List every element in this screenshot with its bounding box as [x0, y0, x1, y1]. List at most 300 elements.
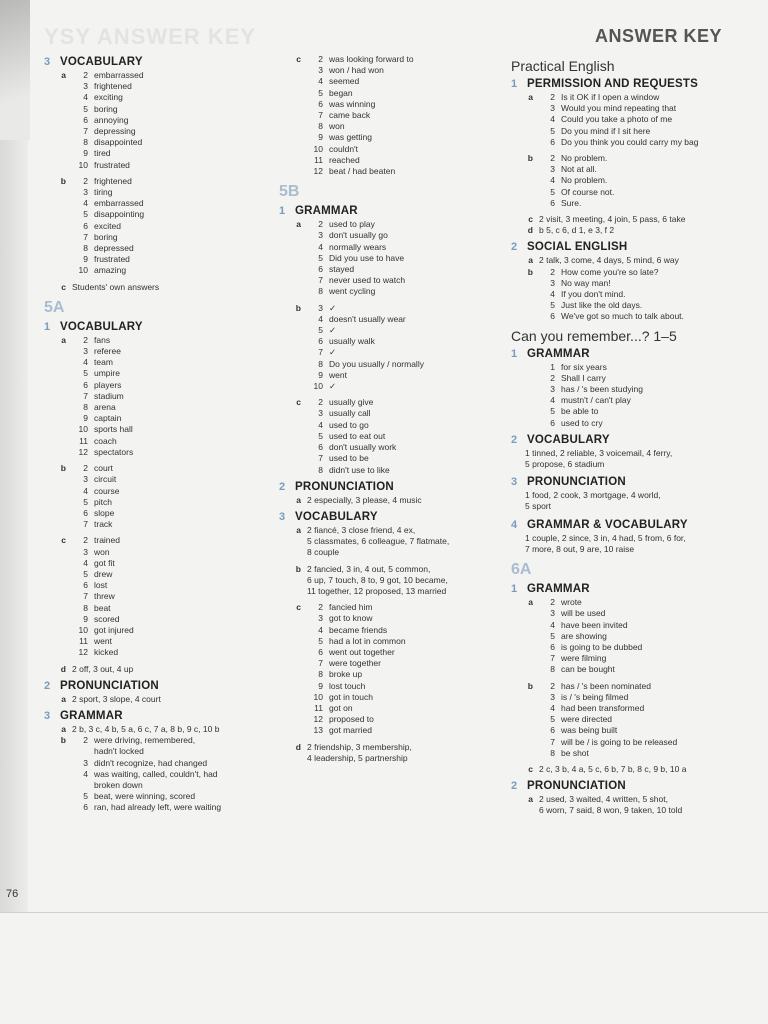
- answer-text: annoying: [94, 114, 129, 125]
- answer-number: 12: [313, 166, 323, 177]
- section-pronunciation-2: [511, 780, 741, 816]
- answer-number: 8: [318, 358, 323, 369]
- answer-item: [307, 121, 504, 132]
- answer-number: 9: [318, 369, 323, 380]
- answer-number: 1: [550, 361, 555, 372]
- answer-item: [72, 614, 269, 625]
- answer-number: 9: [318, 132, 323, 143]
- answer-number: 8: [83, 137, 88, 148]
- section-number: 1: [511, 347, 518, 360]
- unit-heading-5a: 5A: [44, 298, 65, 316]
- answer-item: [539, 92, 741, 103]
- answer-text: didn't use to like: [329, 464, 390, 475]
- answer-number: 5: [83, 209, 88, 220]
- exercise-c: c Students' own answers: [61, 281, 160, 292]
- answer-text: had a lot in common: [329, 635, 406, 646]
- answer-text: got fit: [94, 557, 115, 568]
- answer-number: 9: [318, 680, 323, 691]
- answer-item: [539, 737, 741, 748]
- answer-number: 9: [83, 413, 88, 424]
- answer-text: were driving, remembered, hadn't locked: [94, 735, 196, 757]
- answer-item: [307, 219, 504, 230]
- answer-item: [72, 115, 269, 126]
- answer-text: referee: [94, 346, 121, 357]
- answer-item: [72, 413, 269, 424]
- section-number: 1: [511, 583, 518, 596]
- answer-number: 3: [83, 346, 88, 357]
- answer-text: 1 tinned, 2 reliable, 3 voicemail, 4 ferry, 5 propose, 6 stadium: [525, 447, 673, 470]
- answer-text: Do you usually / normally: [329, 358, 424, 369]
- answer-text: fans: [94, 334, 111, 345]
- answer-text: don't usually go: [329, 230, 388, 241]
- exercise-a: a 2 fiancé, 3 close friend, 4 ex, 5 classmates, 6 colleague, 7 flatmate, 8 couple: [296, 524, 450, 558]
- answer-text: ✓: [329, 302, 337, 313]
- section-grammar-3: [44, 710, 269, 814]
- answer-item: [307, 420, 504, 431]
- answer-item: [307, 453, 504, 464]
- exercise-d: d 2 friendship, 3 membership, 4 leadership, 5 partnership: [295, 741, 412, 763]
- answer-item: [307, 314, 504, 325]
- answer-text: ✓: [329, 347, 337, 358]
- answer-item: [72, 758, 269, 769]
- answer-number: 7: [318, 275, 323, 286]
- answer-item: [72, 81, 269, 92]
- answer-number: 2: [318, 397, 323, 408]
- answer-item: [72, 474, 269, 485]
- answer-item: [72, 802, 269, 813]
- answer-text: used to play: [329, 219, 375, 230]
- answer-text: boring: [94, 231, 118, 242]
- answer-item: [72, 265, 269, 276]
- answer-text: is / 's being filmed: [561, 691, 629, 702]
- answer-text: threw: [94, 591, 115, 602]
- answer-text: won: [329, 121, 345, 132]
- answer-item: [72, 580, 269, 591]
- answer-item: [72, 508, 269, 519]
- page-number: 76: [6, 888, 19, 900]
- answer-item: [307, 725, 504, 736]
- section-title: PRONUNCIATION: [527, 780, 626, 793]
- answer-text: have been invited: [561, 619, 628, 630]
- answer-item: [72, 535, 269, 546]
- answer-number: 4: [83, 198, 88, 209]
- answer-number: 6: [318, 336, 323, 347]
- answer-number: 6: [83, 802, 88, 813]
- answer-number: 2: [83, 463, 88, 474]
- answer-number: 11: [314, 702, 323, 713]
- answer-number: 5: [83, 568, 88, 579]
- answer-text: were together: [329, 658, 381, 669]
- answer-item: [307, 110, 504, 121]
- answer-number: 12: [78, 647, 88, 658]
- answer-number: 4: [318, 241, 323, 252]
- answer-number: 3: [550, 164, 555, 175]
- answer-item: [307, 613, 504, 624]
- answer-text: 1 food, 2 cook, 3 mortgage, 4 world, 5 sport: [525, 490, 661, 512]
- page-bottom-divider: [0, 912, 768, 913]
- answer-item: [539, 126, 741, 137]
- answer-number: 3: [318, 408, 323, 419]
- answer-text: began: [329, 87, 353, 98]
- section-number: 3: [279, 510, 286, 523]
- answer-item: [539, 597, 741, 608]
- answer-text: Sure.: [561, 197, 582, 208]
- answer-text: don't usually work: [329, 442, 397, 453]
- exercise-a: a 2 sport, 3 slope, 4 court: [61, 693, 161, 704]
- exercise-d: d b 5, c 6, d 1, e 3, f 2: [527, 225, 615, 236]
- answer-number: 5: [550, 714, 555, 725]
- answer-item: [307, 625, 504, 636]
- answer-number: 8: [318, 286, 323, 297]
- answer-text: Did you use to have: [329, 252, 405, 263]
- answer-text: embarrassed: [94, 198, 144, 209]
- answer-item: [307, 714, 504, 725]
- answer-number: 10: [78, 424, 88, 435]
- answer-item: [539, 103, 741, 114]
- answer-text: was getting: [329, 132, 372, 143]
- exercise-d: d 2 off, 3 out, 4 up: [60, 663, 134, 674]
- answer-text: wrote: [561, 597, 582, 608]
- section-social-english: [511, 241, 741, 322]
- answer-number: 3: [83, 546, 88, 557]
- answer-number: 3: [83, 757, 88, 768]
- answer-text: players: [94, 379, 122, 390]
- answer-item: [307, 275, 504, 286]
- section-title: GRAMMAR & VOCABULARY: [527, 518, 688, 531]
- answer-number: 5: [318, 635, 323, 646]
- answer-text: used to eat out: [329, 430, 386, 441]
- page-edge-strip: [0, 0, 28, 912]
- answer-text: sports hall: [94, 424, 133, 435]
- answer-text: Would you mind repeating that: [561, 103, 677, 114]
- answer-item: [307, 347, 504, 358]
- answer-number: 7: [550, 736, 555, 747]
- answer-item: [72, 346, 269, 357]
- answer-number: 2: [83, 535, 88, 546]
- answer-number: 4: [318, 313, 323, 324]
- answer-number: 10: [78, 624, 88, 635]
- answer-text: Of course not.: [561, 186, 615, 197]
- answer-item: [539, 311, 741, 322]
- answer-text: lost: [94, 580, 108, 591]
- answer-number: 7: [318, 658, 323, 669]
- answer-number: 6: [550, 417, 555, 428]
- answer-text: ✓: [329, 325, 337, 336]
- answer-text: broke up: [329, 669, 363, 680]
- answer-text: doesn't usually wear: [329, 313, 406, 324]
- answer-item: [539, 267, 741, 278]
- answer-number: 6: [83, 114, 88, 125]
- practical-english-heading: Practical English: [511, 58, 615, 74]
- answer-item: [307, 325, 504, 336]
- can-you-remember-heading: Can you remember...? 1–5: [511, 327, 677, 344]
- answer-number: 9: [83, 613, 88, 624]
- answer-number: 2: [318, 602, 323, 613]
- answer-number: 4: [318, 624, 323, 635]
- answer-text: reached: [329, 154, 360, 165]
- answer-text: be able to: [561, 406, 599, 417]
- answer-number: 5: [83, 368, 88, 379]
- answer-number: 5: [83, 496, 88, 507]
- answer-number: 2: [83, 175, 88, 186]
- answer-number: 6: [83, 507, 88, 518]
- answer-number: 4: [550, 619, 555, 630]
- answer-text: couldn't: [329, 143, 359, 154]
- column-3: [511, 54, 741, 822]
- exercise-a: a 2 embarrassed 3 frightened 4 exciting 5 boring 6 annoying 7 depressing 8 disappointed 9 tired 10 frustrated: [44, 70, 269, 171]
- answer-item: [539, 137, 741, 148]
- answer-number: 7: [318, 347, 323, 358]
- answer-item: [72, 447, 269, 458]
- answer-number: 3: [550, 277, 555, 288]
- section-number: 4: [511, 518, 518, 531]
- answer-text: disappointed: [94, 137, 143, 148]
- answer-text: No problem.: [561, 175, 608, 186]
- answer-text: is going to be dubbed: [561, 641, 643, 652]
- section-number: 1: [511, 78, 518, 90]
- answer-item: [72, 104, 269, 115]
- answer-item: [72, 591, 269, 602]
- section-title: PRONUNCIATION: [527, 476, 626, 489]
- answer-text: disappointing: [94, 209, 145, 220]
- section-title: VOCABULARY: [60, 56, 143, 68]
- answer-text: beat, were winning, scored: [94, 791, 196, 802]
- answer-item: [72, 368, 269, 379]
- answer-number: 2: [550, 92, 555, 102]
- answer-text: frustrated: [94, 159, 130, 170]
- answer-text: normally wears: [329, 241, 387, 252]
- answer-text: got married: [329, 725, 372, 736]
- answer-number: 5: [550, 406, 555, 417]
- section-vocabulary-3: [44, 56, 269, 293]
- answer-item: [307, 602, 504, 613]
- answer-number: 10: [78, 265, 88, 276]
- answer-item: [307, 370, 504, 381]
- answer-item: [539, 748, 741, 759]
- answer-item: [72, 232, 269, 243]
- answer-number: 8: [83, 602, 88, 613]
- answer-text: for six years: [561, 361, 607, 372]
- answer-item: [539, 198, 741, 209]
- answer-text: embarrassed: [94, 70, 144, 80]
- answer-item: [307, 658, 504, 669]
- column-2: [279, 54, 504, 769]
- answer-number: 4: [318, 76, 323, 87]
- answer-number: 4: [550, 114, 555, 125]
- answer-item: [307, 253, 504, 264]
- exercise-a: a 2 talk, 3 come, 4 days, 5 mind, 6 way: [528, 255, 679, 266]
- answer-number: 2: [550, 597, 555, 608]
- answer-text: If you don't mind.: [561, 289, 626, 300]
- exercise-c-continued: c 2 was looking forward to 3 won / had won 4 seemed 5 began 6 was winning 7 came back 8 won 9 was getting 10 couldn't 11 reached 12 beat / had beaten: [279, 54, 504, 177]
- answer-text: won: [94, 546, 110, 557]
- answer-number: 10: [313, 691, 323, 702]
- answer-text: arena: [94, 402, 116, 413]
- exercise-b: b 2 has / 's been nominated 3 is / 's being filmed 4 had been transformed 5 were directed 6 was being built 7 will be / is going to be released 8 be shot: [511, 681, 741, 759]
- answer-number: 8: [83, 402, 88, 413]
- answer-text: used to be: [329, 453, 369, 464]
- answer-number: 11: [79, 435, 88, 446]
- answer-text: was being built: [561, 725, 618, 736]
- section-review-pronunciation: [511, 476, 741, 512]
- answer-number: 10: [313, 381, 323, 392]
- answer-item: [307, 230, 504, 241]
- answer-number: 5: [318, 430, 323, 441]
- answer-item: [539, 395, 741, 406]
- section-grammar-1: [511, 583, 741, 775]
- section-grammar-1: [279, 205, 504, 475]
- answer-item: [72, 70, 269, 81]
- answer-text: frustrated: [94, 254, 130, 265]
- answer-text: proposed to: [329, 714, 374, 725]
- answer-item: [539, 153, 741, 164]
- answer-item: [307, 703, 504, 714]
- answer-number: 7: [83, 126, 88, 137]
- answer-item: [539, 278, 741, 289]
- answer-number: 10: [313, 143, 323, 154]
- answer-number: 6: [550, 725, 555, 736]
- answer-item: [307, 166, 504, 177]
- answer-item: [307, 76, 504, 87]
- exercise-b: b 2 were driving, remembered, hadn't locked 3 didn't recognize, had changed 4 was waiting, called, couldn't, had broken down 5 beat, were winning, scored 6 ran, had already left, were waiting: [44, 735, 269, 813]
- answer-number: 2: [83, 334, 88, 345]
- answer-text: had been transformed: [561, 702, 645, 713]
- answer-text: beat / had beaten: [329, 166, 396, 177]
- answer-number: 3: [318, 302, 323, 313]
- section-title: VOCABULARY: [527, 433, 610, 446]
- answer-number: 2: [83, 735, 88, 746]
- answer-text: usually call: [329, 408, 371, 419]
- exercise-c: c 2 visit, 3 meeting, 4 join, 5 pass, 6 take: [528, 214, 686, 225]
- answer-number: 9: [83, 148, 88, 159]
- answer-item: [307, 88, 504, 99]
- answer-item: [539, 114, 741, 125]
- answer-item: [307, 381, 504, 392]
- answer-item: [307, 286, 504, 297]
- answer-item: [72, 497, 269, 508]
- answer-text: tiring: [94, 187, 113, 198]
- answer-text: circuit: [94, 474, 117, 485]
- answer-text: spectators: [94, 446, 134, 457]
- unit-heading-5b: 5B: [279, 183, 300, 201]
- answer-text: drew: [94, 568, 113, 579]
- answer-text: won / had won: [329, 65, 384, 76]
- answer-number: 3: [550, 691, 555, 702]
- answer-number: 8: [318, 464, 323, 475]
- answer-number: 3: [550, 103, 555, 114]
- answer-text: was winning: [329, 98, 376, 109]
- exercise-c: c 2 c, 3 b, 4 a, 5 c, 6 b, 7 b, 8 c, 9 b, 10 a: [528, 763, 687, 774]
- section-title: PRONUNCIATION: [295, 480, 394, 493]
- answer-item: [72, 647, 269, 658]
- answer-text: will be used: [561, 608, 606, 619]
- section-title: PERMISSION AND REQUESTS: [527, 78, 698, 90]
- answer-item: [72, 603, 269, 614]
- answer-text: kicked: [94, 647, 119, 658]
- answer-text: seemed: [329, 76, 360, 87]
- section-number: 1: [44, 320, 51, 333]
- section-title: GRAMMAR: [60, 709, 123, 722]
- section-vocabulary-1: [44, 321, 269, 675]
- answer-item: [307, 681, 504, 692]
- answer-item: [72, 187, 269, 198]
- answer-item: [307, 431, 504, 442]
- answer-number: 7: [83, 390, 88, 401]
- section-permission-requests: [511, 78, 741, 236]
- answer-item: [539, 187, 741, 198]
- section-title: SOCIAL ENGLISH: [527, 241, 628, 254]
- answer-text: were filming: [561, 653, 607, 664]
- answer-item: [539, 289, 741, 300]
- answer-item: [307, 155, 504, 166]
- section-number: 2: [511, 433, 518, 446]
- section-vocabulary-3: [279, 511, 504, 764]
- answer-text: umpire: [94, 368, 120, 379]
- answer-text: be shot: [561, 747, 589, 758]
- answer-number: 8: [550, 664, 555, 675]
- answer-text: captain: [94, 413, 122, 424]
- answer-number: 13: [313, 725, 323, 736]
- answer-number: 2: [550, 680, 555, 691]
- answer-text: No problem.: [561, 153, 608, 164]
- exercise-a: a 2 used to play 3 don't usually go 4 normally wears 5 Did you use to have 6 stayed 7 never used to watch 8 went cycling: [279, 219, 504, 297]
- answer-item: [539, 175, 741, 186]
- answer-text: stadium: [94, 390, 124, 401]
- answer-text: course: [94, 485, 120, 496]
- answer-number: 5: [550, 125, 555, 136]
- answer-item: [72, 558, 269, 569]
- answer-item: [72, 769, 269, 791]
- answer-number: 4: [83, 92, 88, 103]
- answer-number: 3: [83, 187, 88, 198]
- answer-item: [539, 653, 741, 664]
- answer-text: 1 couple, 2 since, 3 in, 4 had, 5 from, 6 for, 7 more, 8 out, 9 are, 10 raise: [525, 532, 686, 554]
- answer-text: lost touch: [329, 680, 366, 691]
- answer-text: ran, had already left, were waiting: [94, 802, 222, 813]
- answer-text: depressed: [94, 243, 134, 254]
- answer-text: How come you're so late?: [561, 266, 659, 277]
- answer-text: has / 's been nominated: [561, 680, 651, 691]
- answer-item: [72, 735, 269, 757]
- answer-number: 4: [83, 557, 88, 568]
- answer-item: [539, 620, 741, 631]
- answer-number: 7: [83, 519, 88, 530]
- exercise-b: b 2 court 3 circuit 4 course 5 pitch 6 slope 7 track: [44, 463, 269, 530]
- answer-number: 3: [83, 474, 88, 485]
- answer-item: [539, 714, 741, 725]
- answer-text: Just like the old days.: [561, 300, 643, 311]
- answer-text: Is it OK if I open a window: [561, 92, 660, 102]
- answer-text: Not at all.: [561, 164, 597, 175]
- answer-item: [72, 547, 269, 558]
- answer-item: [72, 148, 269, 159]
- answer-text: got injured: [94, 624, 134, 635]
- answer-number: 4: [550, 289, 555, 300]
- answer-text: Could you take a photo of me: [561, 114, 673, 125]
- page-title: ANSWER KEY: [594, 26, 722, 46]
- answer-text: usually walk: [329, 336, 375, 347]
- section-number: 2: [511, 241, 518, 254]
- answer-item: [539, 406, 741, 417]
- exercise-a: a 2 Is it OK if I open a window 3 Would you mind repeating that 4 Could you take a photo of me 5 Do you mind if I sit here 6 Do you think you could carry my bag: [511, 92, 741, 148]
- section-title: VOCABULARY: [60, 320, 143, 333]
- section-review-vocabulary: [511, 434, 741, 470]
- answer-number: 6: [550, 311, 555, 322]
- section-review-grammar-vocabulary: [511, 519, 741, 555]
- answer-number: 6: [318, 98, 323, 109]
- answer-item: [307, 65, 504, 76]
- answer-item: [307, 397, 504, 408]
